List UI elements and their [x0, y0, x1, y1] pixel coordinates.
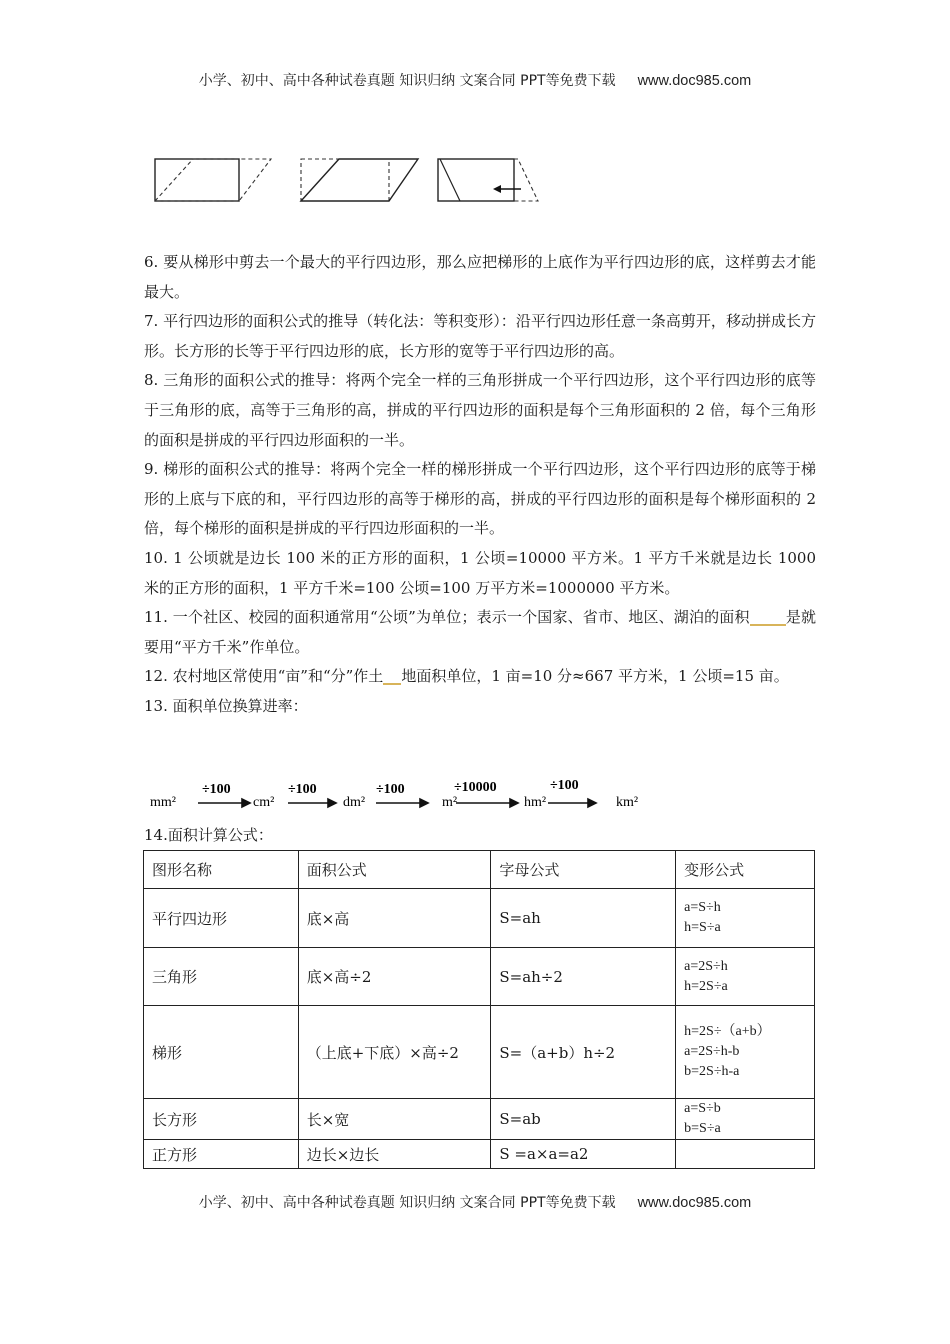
rate-label: ÷100: [202, 782, 231, 797]
area-formula-table: [143, 850, 815, 1169]
table-row: [144, 948, 815, 1006]
figure-cut-and-move: [438, 159, 538, 201]
fill-blank-mark: [383, 683, 401, 685]
table-row: [144, 1099, 815, 1140]
letter-formula: S=ah: [491, 889, 676, 948]
paragraph-11-after: 是就要用“平方千米”作单位。: [144, 608, 816, 656]
shape-name: 三角形: [144, 948, 299, 1006]
shape-name: 长方形: [144, 1099, 299, 1140]
paragraph-6: 6. 要从梯形中剪去一个最大的平行四边形，那么应把梯形的上底作为平行四边形的底，这样剪去才能最大。: [144, 253, 816, 301]
paragraph-7: 7. 平行四边形的面积公式的推导（转化法：等积变形）：沿平行四边形任意一条高剪开，移动拼成长方形。长方形的长等于平行四边形的底，长方形的宽等于平行四边形的高。: [144, 312, 816, 360]
shape-name: 正方形: [144, 1140, 299, 1169]
table-row: [144, 1006, 815, 1099]
letter-formula: S=ab: [491, 1099, 676, 1140]
variant-formulas: [676, 1140, 815, 1169]
shape-name: 平行四边形: [144, 889, 299, 948]
unit-mm2: mm²: [150, 795, 176, 810]
footer-site: www.doc985.com: [637, 1195, 752, 1211]
area-formula: 底×高: [298, 889, 491, 948]
header-variant-formula: 变形公式: [676, 851, 815, 889]
variant: h=2S÷a: [684, 978, 728, 994]
rate-label: ÷100: [550, 778, 579, 793]
area-formula: 长×宽: [298, 1099, 491, 1140]
area-formula: 底×高÷2: [298, 948, 491, 1006]
unit-conversion-diagram: [146, 775, 666, 817]
paragraph-10: 10. 1 公顷就是边长 100 米的正方形的面积，1 公顷=10000 平方米。1 平方千米就是边长 1000 米的正方形的面积，1 平方千米=100 公顷=100 万平方米=1000000 平方米。: [144, 548, 816, 597]
area-formula: （上底+下底）×高÷2: [298, 1006, 491, 1099]
unit-cm2: cm²: [253, 795, 275, 810]
variant-formulas: [676, 1006, 815, 1099]
variant: b=2S÷h-a: [684, 1064, 740, 1079]
table-row: [144, 889, 815, 948]
header-letter-formula: 字母公式: [491, 851, 676, 889]
variant-formulas: [676, 889, 815, 948]
header-shape-name: 图形名称: [144, 851, 299, 889]
rate-label: ÷100: [376, 782, 405, 797]
figure-rectangle-dashed-parallelogram: [155, 159, 271, 201]
page-footer: [0, 1192, 950, 1212]
table-header-row: [144, 851, 815, 889]
shape-name: 梯形: [144, 1006, 299, 1099]
variant: a=2S÷h-b: [684, 1044, 740, 1059]
variant: h=2S÷（a+b）: [684, 1024, 771, 1039]
paragraph-13: 13. 面积单位换算进率：: [144, 696, 308, 715]
unit-dm2: dm²: [343, 795, 366, 810]
footer-text: 小学、初中、高中各种试卷真题 知识归纳 文案合同 PPT等免费下载: [198, 1195, 616, 1211]
letter-formula: S=ah÷2: [491, 948, 676, 1006]
variant: b=S÷a: [684, 1121, 721, 1136]
unit-m2: m²: [442, 795, 458, 810]
paragraph-12: [144, 662, 816, 692]
paragraph-12-after: 地面积单位，1 亩=10 分≈667 平方米，1 公顷=15 亩。: [401, 667, 789, 686]
variant: a=2S÷h: [684, 958, 728, 974]
paragraph-8: 8. 三角形的面积公式的推导：将两个完全一样的三角形拼成一个平行四边形，这个平行四边形的底等于三角形的底，高等于三角形的高，拼成的平行四边形的面积是每个三角形面积的 2 倍，每个三角形的面积是拼成的平行四边形面积的一半。: [144, 371, 816, 449]
header-area-formula: 面积公式: [298, 851, 491, 889]
paragraph-11-before: 11. 一个社区、校园的面积通常用“公顷”为单位；表示一个国家、省市、地区、湖泊的面积: [144, 608, 750, 627]
letter-formula: S =a×a=a2: [491, 1140, 676, 1169]
unit-km2: km²: [616, 795, 639, 810]
fill-blank-mark: [750, 624, 786, 626]
paragraph-12-before: 12. 农村地区常使用“亩”和“分”作土: [144, 667, 384, 686]
table-title: 14.面积计算公式：: [144, 826, 273, 844]
notes-body: [144, 248, 816, 722]
unit-hm2: hm²: [524, 795, 547, 810]
rate-label: ÷100: [288, 782, 317, 797]
variant-formulas: [676, 1099, 815, 1140]
area-formula: 边长×边长: [298, 1140, 491, 1169]
page-header: [0, 70, 950, 90]
table-row: [144, 1140, 815, 1169]
header-text: 小学、初中、高中各种试卷真题 知识归纳 文案合同 PPT等免费下载: [198, 73, 616, 89]
variant: a=S÷b: [684, 1101, 721, 1116]
parallelogram-transform-figures: [150, 150, 550, 210]
variant: a=S÷h: [684, 900, 721, 915]
variant: h=S÷a: [684, 920, 721, 935]
header-site: www.doc985.com: [637, 73, 752, 89]
paragraph-11: [144, 603, 816, 662]
figure-dashed-rectangle-parallelogram: [301, 159, 418, 201]
variant-formulas: [676, 948, 815, 1006]
letter-formula: S=（a+b）h÷2: [491, 1006, 676, 1099]
rate-label: ÷10000: [454, 780, 497, 795]
paragraph-9: 9. 梯形的面积公式的推导：将两个完全一样的梯形拼成一个平行四边形，这个平行四边形的底等于梯形的上底与下底的和，平行四边形的高等于梯形的高，拼成的平行四边形的面积是每个梯形面积的 2 倍，每个梯形的面积是拼成的平行四边形面积的一半。: [144, 460, 816, 538]
